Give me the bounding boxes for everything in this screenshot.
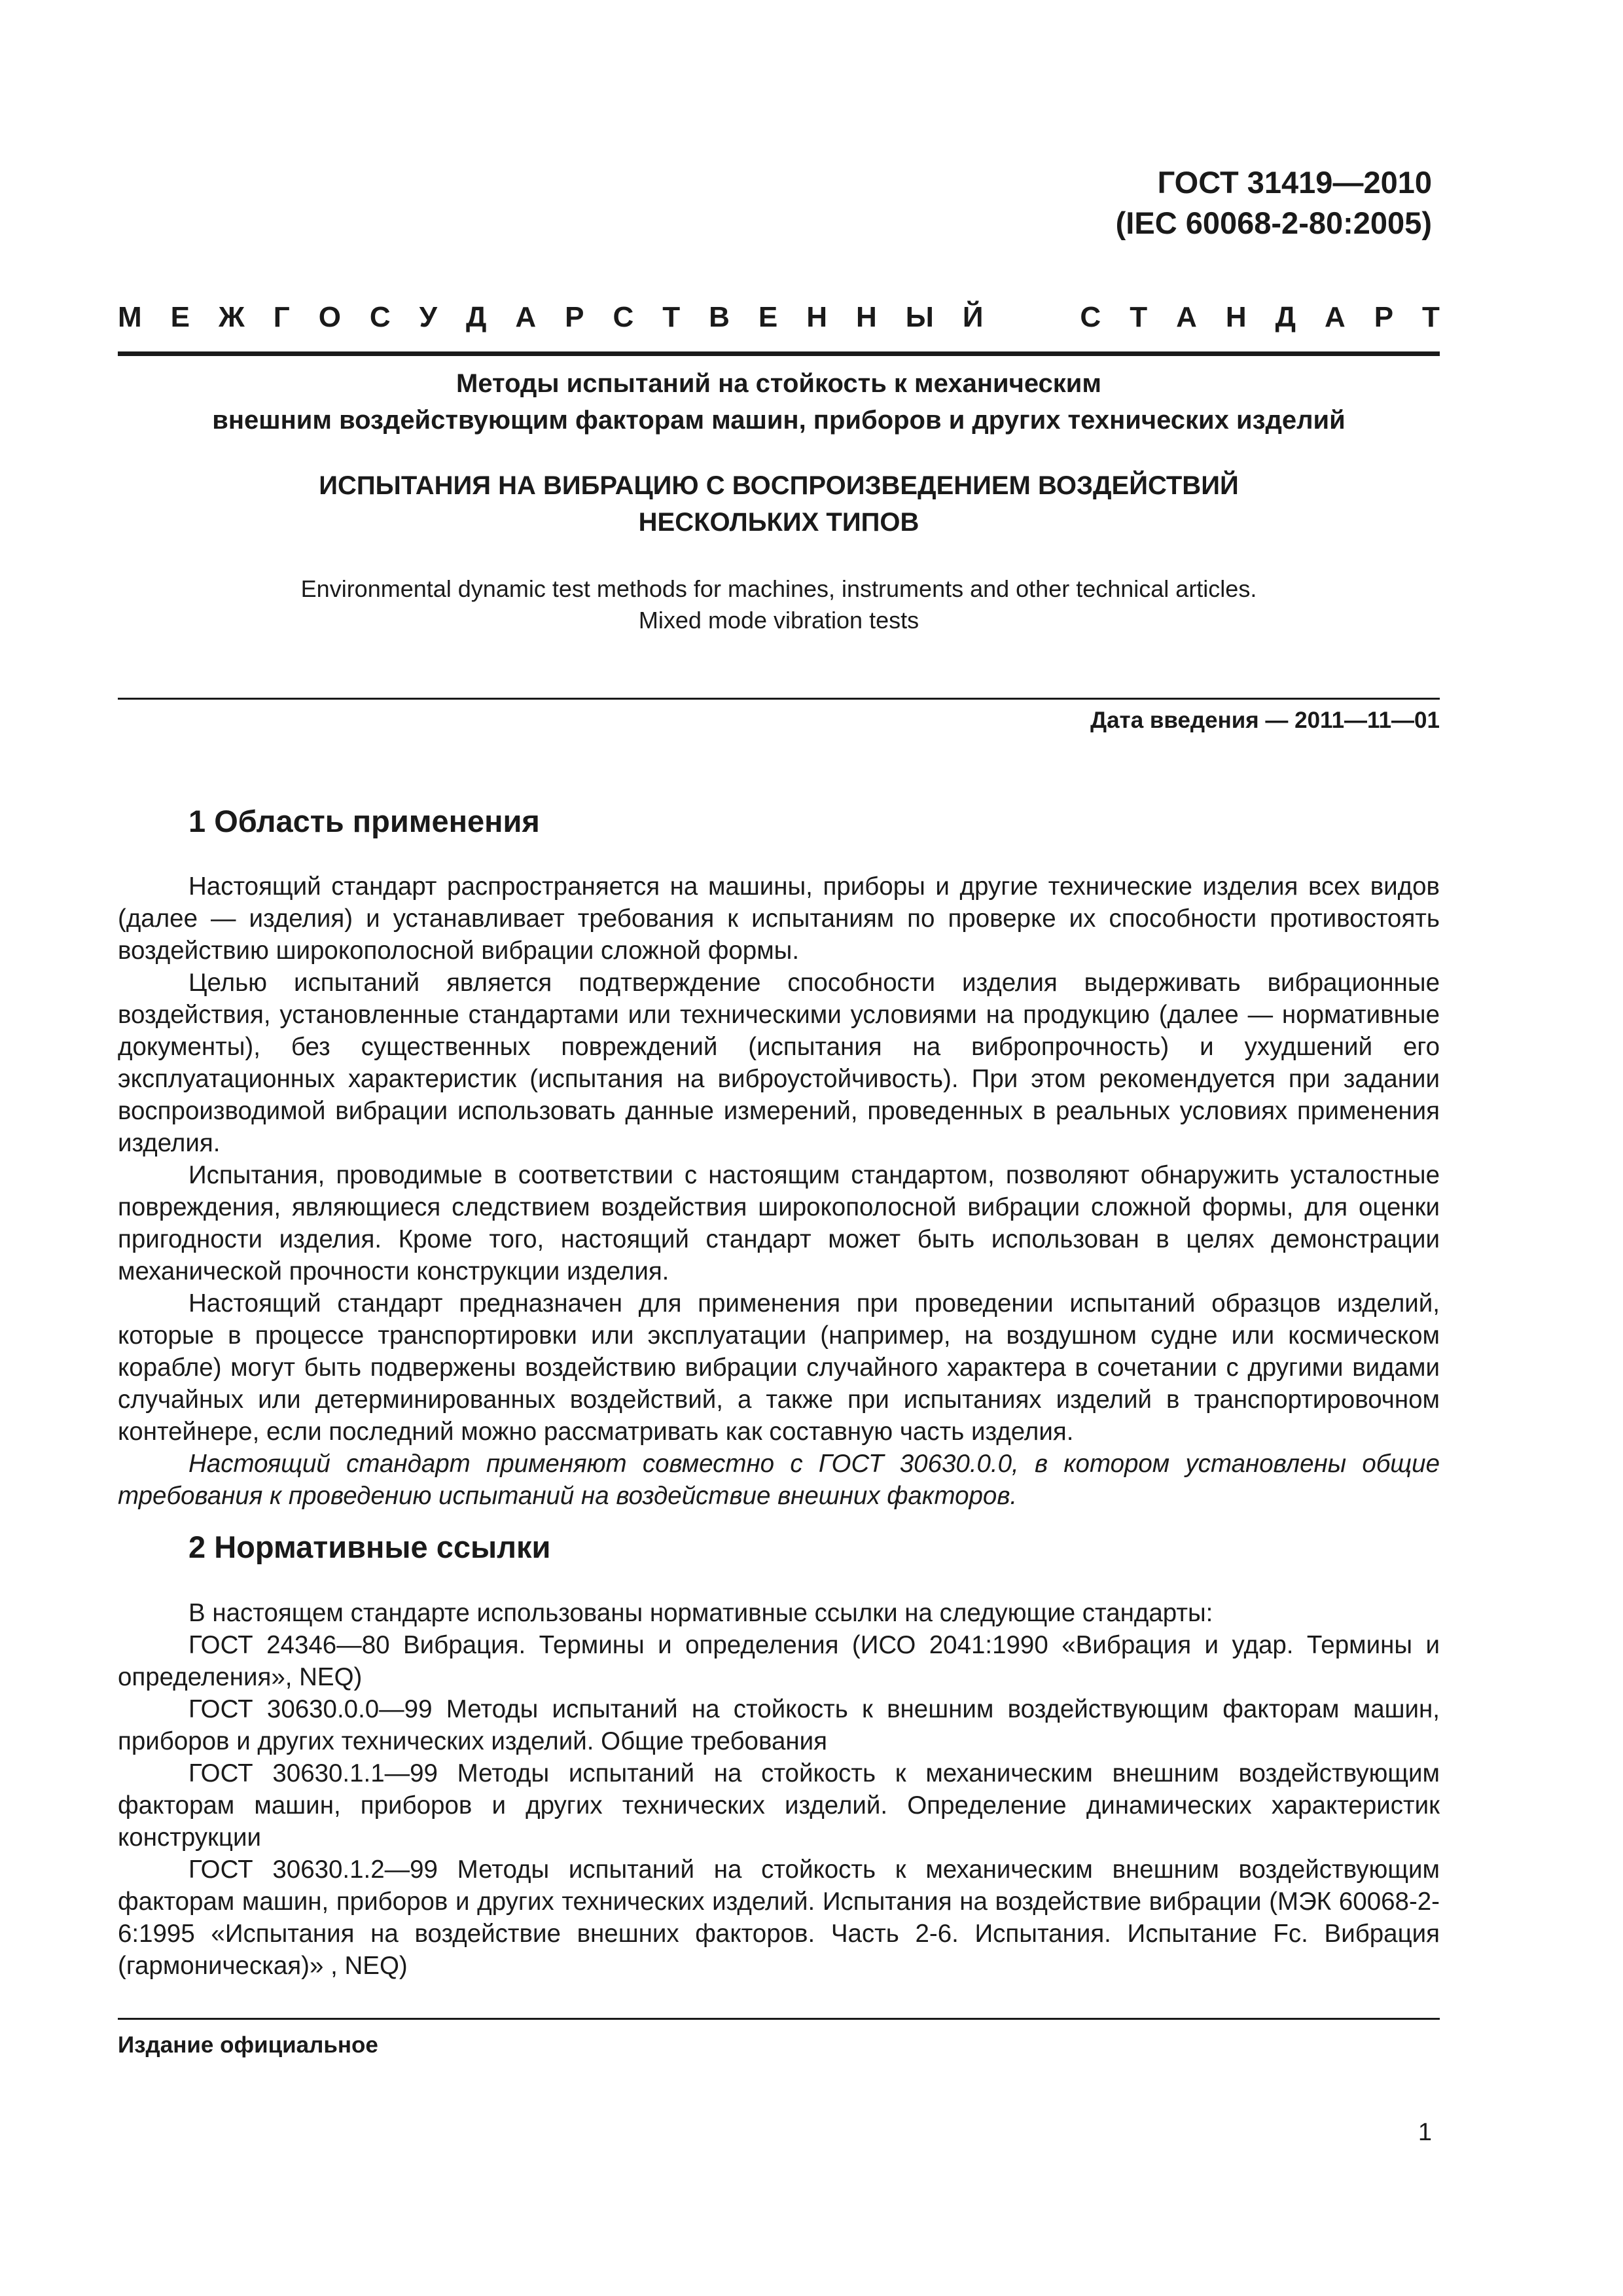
section-1-body bbox=[118, 870, 1440, 1512]
banner-letter: Т bbox=[662, 301, 681, 333]
paragraph-italic: Настоящий стандарт применяют совместно с ГОСТ 30630.0.0, в котором установлены общие требования к проведению испытаний на воздействие внешних факторов. bbox=[118, 1450, 1440, 1510]
banner-letter: Н bbox=[856, 301, 877, 333]
banner-letter: Д bbox=[1275, 301, 1296, 333]
section-2-heading: 2 Нормативные ссылки bbox=[188, 1530, 551, 1564]
banner-letter: Т bbox=[1130, 301, 1148, 333]
banner-letter: М bbox=[118, 301, 142, 333]
doc-number: ГОСТ 31419—2010 bbox=[1157, 165, 1432, 200]
paragraph: В настоящем стандарте использованы нормативные ссылки на следующие стандарты: bbox=[188, 1599, 1213, 1627]
banner-letter: Д bbox=[466, 301, 487, 333]
banner-letter: Н bbox=[1225, 301, 1247, 333]
document-subtitle bbox=[118, 467, 1440, 541]
banner-letter: А bbox=[515, 301, 537, 333]
introduction-date: Дата введения — 2011—11—01 bbox=[1090, 708, 1440, 733]
banner-letter: Ж bbox=[218, 301, 245, 333]
paragraph: Настоящий стандарт предназначен для применения при проведении испытаний образцов изделий, которые в процессе транспортировки или эксплуатации (например, на воздушном судне или космическом корабле) могут быть подвержены воздействию вибрации случайного характера в сочетании с другими видами случайных или детерминированных воздействий, а также при испытаниях изделий в транспортировочном контейнере, если последний можно рассматривать как составную часть изделия. bbox=[118, 1289, 1440, 1446]
banner-letter: Р bbox=[565, 301, 584, 333]
english-title-line-1: Environmental dynamic test methods for machines, instruments and other technical articles. bbox=[300, 575, 1257, 602]
paragraph: Испытания, проводимые в соответствии с настоящим стандартом, позволяют обнаружить усталостные повреждения, являющиеся следствием воздействия широкополосной вибрации сложной формы, для оценки пригодности изделия. Кроме того, настоящий стандарт может быть использован в целях демонстрации механической прочности конструкции изделия. bbox=[118, 1161, 1440, 1285]
banner-letter: А bbox=[1324, 301, 1346, 333]
banner-letter: С bbox=[1080, 301, 1101, 333]
doc-iec-reference: (IEC 60068-2-80:2005) bbox=[1115, 206, 1432, 240]
banner-letter: А bbox=[1176, 301, 1197, 333]
section-1-heading: 1 Область применения bbox=[188, 804, 540, 838]
banner-letter: Т bbox=[1422, 301, 1440, 333]
footer-divider bbox=[118, 2018, 1440, 2020]
reference-item: ГОСТ 30630.1.2—99 Методы испытаний на стойкость к механическим внешним воздействующим факторам машин, приборов и других технических изделий. Испытания на воздействие вибрации (МЭК 60068-2-6:1995 «Испытания на воздействие внешних факторов. Часть 2-6. Испытания. Испытание Fc. Вибрация (гармоническая)» , NEQ) bbox=[118, 1856, 1440, 1980]
subtitle-line-2: НЕСКОЛЬКИХ ТИПОВ bbox=[638, 508, 919, 537]
document-identifier bbox=[1116, 162, 1432, 243]
banner-letter: Е bbox=[758, 301, 778, 333]
banner-letter: С bbox=[613, 301, 634, 333]
banner-letter: У bbox=[419, 301, 438, 333]
banner-letter: Й bbox=[962, 301, 984, 333]
banner-letter: Р bbox=[1374, 301, 1394, 333]
banner-letter: Е bbox=[170, 301, 190, 333]
banner-letter: Н bbox=[806, 301, 828, 333]
banner-letter: Г bbox=[273, 301, 290, 333]
title-line-1: Методы испытаний на стойкость к механическим bbox=[456, 369, 1101, 398]
english-title-line-2: Mixed mode vibration tests bbox=[638, 607, 919, 634]
document-title bbox=[118, 365, 1440, 439]
banner-letter: С bbox=[369, 301, 391, 333]
banner-letter: В bbox=[709, 301, 730, 333]
standard-type-banner bbox=[118, 301, 1440, 334]
page-number: 1 bbox=[1418, 2119, 1432, 2146]
title-divider bbox=[118, 698, 1440, 700]
english-title bbox=[118, 573, 1440, 636]
edition-label: Издание официальное bbox=[118, 2032, 378, 2058]
reference-item: ГОСТ 24346—80 Вибрация. Термины и определения (ИСО 2041:1990 «Вибрация и удар. Термины и определения», NEQ) bbox=[118, 1631, 1440, 1691]
title-line-2: внешним воздействующим факторам машин, приборов и других технических изделий bbox=[212, 406, 1346, 435]
paragraph: Настоящий стандарт распространяется на машины, приборы и другие технические изделия всех видов (далее — изделия) и устанавливает требования к испытаниям по проверке их способности противостоять воздействию широкополосной вибрации сложной формы. bbox=[118, 872, 1440, 965]
section-2-body bbox=[118, 1597, 1440, 1982]
banner-letter: О bbox=[318, 301, 341, 333]
banner-letter: Ы bbox=[905, 301, 934, 333]
reference-item: ГОСТ 30630.0.0—99 Методы испытаний на стойкость к внешним воздействующим факторам машин, приборов и других технических изделий. Общие требования bbox=[118, 1695, 1440, 1755]
header-divider bbox=[118, 351, 1440, 356]
reference-item: ГОСТ 30630.1.1—99 Методы испытаний на стойкость к механическим внешним воздействующим факторам машин, приборов и других технических изделий. Определение динамических характеристик конструкции bbox=[118, 1759, 1440, 1852]
banner-word-gap bbox=[1012, 301, 1051, 334]
subtitle-line-1: ИСПЫТАНИЯ НА ВИБРАЦИЮ С ВОСПРОИЗВЕДЕНИЕМ ВОЗДЕЙСТВИЙ bbox=[319, 471, 1239, 500]
paragraph: Целью испытаний является подтверждение способности изделия выдерживать вибрационные воздействия, установленные стандартами или техническими условиями на продукцию (далее — нормативные документы), без существенных повреждений (испытания на вибропрочность) и ухудшений его эксплуатационных характеристик (испытания на виброустойчивость). При этом рекомендуется при задании воспроизводимой вибрации использовать данные измерений, проведенных в реальных условиях применения изделия. bbox=[118, 969, 1440, 1157]
